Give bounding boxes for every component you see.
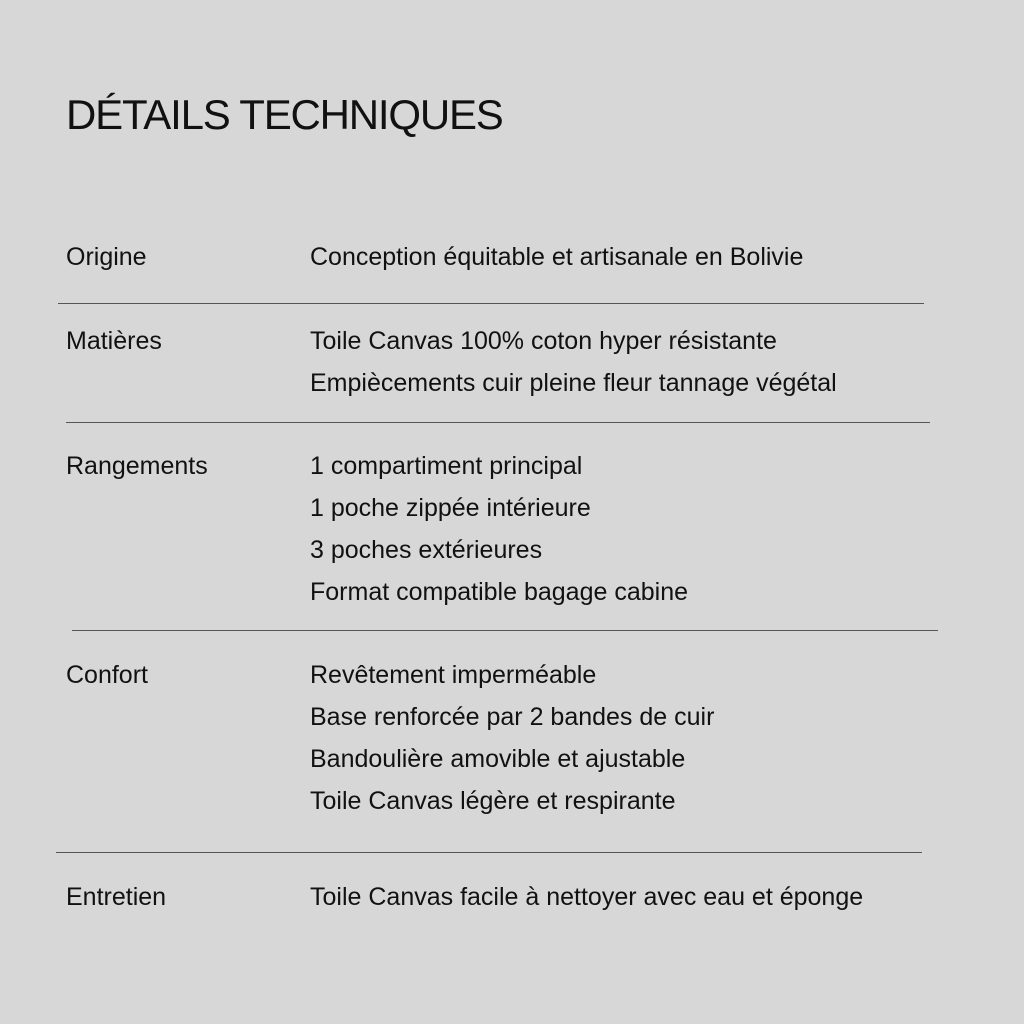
page-title: DÉTAILS TECHNIQUES <box>66 91 503 138</box>
spec-value: 1 compartiment principal <box>310 452 583 480</box>
spec-label: Confort <box>66 661 148 689</box>
spec-value: Toile Canvas légère et respirante <box>310 787 676 815</box>
spec-label: Entretien <box>66 883 167 911</box>
divider <box>66 422 930 423</box>
spec-values <box>310 445 688 613</box>
spec-value: Conception équitable et artisanale en Bolivie <box>310 243 804 271</box>
spec-value: Base renforcée par 2 bandes de cuir <box>310 703 715 731</box>
spec-value: Bandoulière amovible et ajustable <box>310 745 686 773</box>
spec-values <box>310 236 803 278</box>
spec-values <box>310 320 837 404</box>
spec-value: Format compatible bagage cabine <box>310 578 689 606</box>
spec-value: Empiècements cuir pleine fleur tannage végétal <box>310 369 837 397</box>
spec-label: Origine <box>66 243 147 271</box>
divider <box>72 630 938 631</box>
spec-value: 1 poche zippée intérieure <box>310 494 591 522</box>
spec-label: Matières <box>66 327 162 355</box>
divider <box>58 303 924 304</box>
spec-value: Toile Canvas 100% coton hyper résistante <box>310 327 777 355</box>
spec-values <box>310 654 714 822</box>
spec-value: 3 poches extérieures <box>310 536 543 564</box>
spec-value: Toile Canvas facile à nettoyer avec eau et éponge <box>310 883 864 911</box>
spec-label: Rangements <box>66 452 208 480</box>
spec-value: Revêtement imperméable <box>310 661 597 689</box>
spec-values <box>310 876 863 918</box>
divider <box>56 852 922 853</box>
